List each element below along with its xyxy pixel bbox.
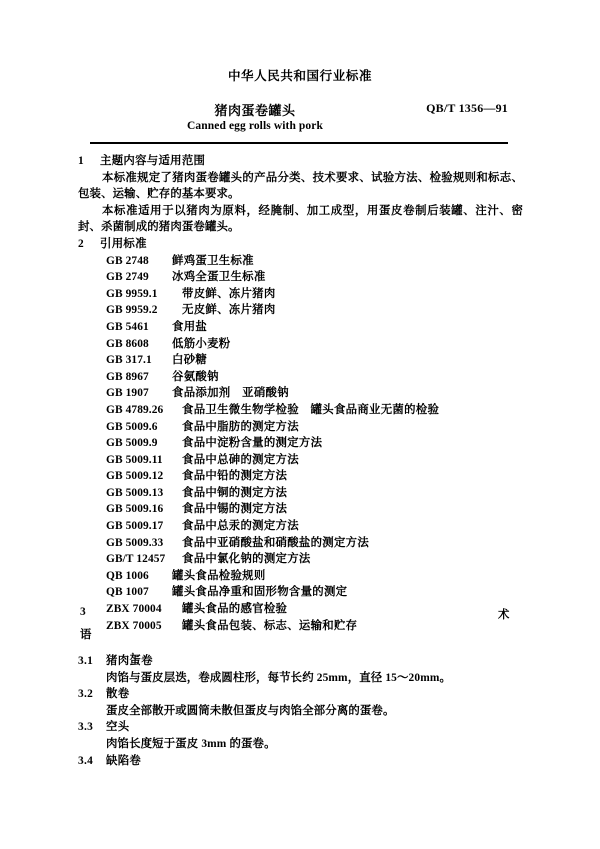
reference-code: GB 5009.17 bbox=[106, 520, 164, 533]
reference-name: 食品中铜的测定方法 bbox=[182, 486, 288, 499]
reference-name: 白砂糖 bbox=[172, 354, 208, 367]
reference-name: 罐头食品检验规则 bbox=[172, 569, 266, 582]
section-3-title-fragment-second: 语 bbox=[80, 629, 92, 641]
list-item bbox=[78, 402, 523, 419]
reference-name: 带皮鲜、冻片猪肉 bbox=[182, 287, 276, 300]
list-item bbox=[78, 352, 523, 369]
list-item bbox=[78, 485, 523, 502]
terms-section bbox=[78, 653, 523, 769]
reference-code: GB 5009.6 bbox=[106, 420, 158, 433]
list-item bbox=[78, 319, 523, 336]
term-3-3-number: 3.3 bbox=[78, 721, 94, 734]
reference-name: 无皮鲜、冻片猪肉 bbox=[182, 304, 276, 317]
reference-code: QB 1006 bbox=[106, 569, 149, 582]
reference-name: 食品中淀粉含量的测定方法 bbox=[182, 437, 323, 450]
referenced-standards-list bbox=[78, 253, 523, 635]
reference-name: 食品卫生微生物学检验 罐头食品商业无菌的检验 bbox=[182, 403, 440, 416]
list-item bbox=[78, 435, 523, 452]
section-2-title: 引用标准 bbox=[100, 237, 147, 250]
reference-code: GB 5461 bbox=[106, 320, 149, 333]
reference-name: 冰鸡全蛋卫生标准 bbox=[172, 271, 266, 284]
list-item bbox=[78, 551, 523, 568]
section-1-heading bbox=[78, 153, 523, 170]
list-item bbox=[78, 269, 523, 286]
reference-code: QB 1007 bbox=[106, 586, 149, 599]
section-3-title-fragment-right: 术 bbox=[498, 609, 510, 621]
section-3-heading-fragmented bbox=[0, 604, 600, 657]
list-item bbox=[78, 452, 523, 469]
reference-code: GB 5009.12 bbox=[106, 470, 164, 483]
list-item bbox=[78, 385, 523, 402]
reference-code: GB 5009.33 bbox=[106, 536, 164, 549]
reference-name: 食品中亚硝酸盐和硝酸盐的测定方法 bbox=[182, 536, 370, 549]
list-item bbox=[78, 302, 523, 319]
list-item bbox=[78, 369, 523, 386]
document-body bbox=[78, 153, 523, 634]
list-item bbox=[78, 253, 523, 270]
list-item bbox=[78, 419, 523, 436]
reference-code: GB 9959.2 bbox=[106, 304, 158, 317]
reference-name: 食品中锡的测定方法 bbox=[182, 503, 288, 516]
reference-name: 罐头食品净重和固形物含量的测定 bbox=[172, 586, 348, 599]
header-divider bbox=[90, 142, 508, 144]
page-subtitle: Canned egg rolls with pork bbox=[187, 120, 323, 132]
term-3-2-label: 散卷 bbox=[106, 688, 130, 701]
standard-code: QB/T 1356—91 bbox=[426, 101, 508, 115]
reference-code: GB 1907 bbox=[106, 387, 149, 400]
term-3-2-heading bbox=[78, 686, 523, 703]
reference-code: GB/T 12457 bbox=[106, 553, 166, 566]
reference-code: GB 8608 bbox=[106, 337, 149, 350]
reference-code: GB 5009.13 bbox=[106, 486, 164, 499]
reference-name: 食品中铅的测定方法 bbox=[182, 470, 288, 483]
term-3-2-number: 3.2 bbox=[78, 688, 94, 701]
reference-code: GB 9959.1 bbox=[106, 287, 158, 300]
reference-name: 食品中总汞的测定方法 bbox=[182, 520, 299, 533]
term-3-1-number: 3.1 bbox=[78, 655, 94, 667]
stray-punctuation-mark: ， bbox=[131, 645, 143, 657]
page-title: 猪肉蛋卷罐头 bbox=[214, 103, 296, 118]
term-3-3-definition: 肉馅长度短于蛋皮 3mm 的蛋卷。 bbox=[106, 737, 276, 750]
reference-name: 食品添加剂 亚硝酸钠 bbox=[172, 387, 289, 400]
term-3-1-definition: 肉馅与蛋皮层迭，卷成圆柱形，每节长约 25mm，直径 15～20mm。 bbox=[106, 671, 452, 684]
reference-name: 谷氨酸钠 bbox=[172, 370, 219, 383]
reference-name: 鲜鸡蛋卫生标准 bbox=[172, 254, 254, 267]
list-item bbox=[78, 468, 523, 485]
list-item bbox=[78, 518, 523, 535]
section-1-paragraph-2: 本标准适用于以猪肉为原料，经腌制、加工成型，用蛋皮卷制后装罐、注汁、密封、杀菌制成的猪肉蛋卷罐头。 bbox=[78, 204, 523, 234]
reference-name: 食品中氯化钠的测定方法 bbox=[182, 553, 311, 566]
issuer-line: 中华人民共和国行业标准 bbox=[227, 69, 373, 83]
reference-code: ZBX 70004 bbox=[106, 603, 162, 616]
reference-name: 食用盐 bbox=[172, 320, 208, 333]
term-3-1-label: 猪肉蛋卷 bbox=[106, 655, 153, 667]
term-3-3-label: 空头 bbox=[106, 721, 130, 734]
section-3-number: 3 bbox=[80, 606, 86, 618]
term-3-2-definition: 蛋皮全部散开或圆筒未散但蛋皮与肉馅全部分离的蛋卷。 bbox=[106, 704, 395, 717]
reference-code: GB 5009.16 bbox=[106, 503, 164, 516]
reference-code: GB 2748 bbox=[106, 254, 149, 267]
list-item bbox=[78, 286, 523, 303]
section-2-heading bbox=[78, 236, 523, 253]
list-item bbox=[78, 568, 523, 585]
reference-code: GB 4789.26 bbox=[106, 403, 164, 416]
section-1-number: 1 bbox=[78, 155, 84, 167]
term-3-4-number: 3.4 bbox=[78, 754, 94, 767]
reference-name: 低筋小麦粉 bbox=[172, 337, 231, 350]
term-3-4-heading bbox=[78, 753, 523, 770]
list-item bbox=[78, 535, 523, 552]
reference-code: GB 5009.9 bbox=[106, 437, 158, 450]
reference-code: GB 2749 bbox=[106, 271, 149, 284]
section-1-paragraph-1: 本标准规定了猪肉蛋卷罐头的产品分类、技术要求、试验方法、检验规则和标志、包装、运输、贮存的基本要求。 bbox=[78, 171, 523, 201]
term-3-1-heading bbox=[78, 653, 523, 670]
term-3-3-heading bbox=[78, 719, 523, 736]
list-item bbox=[78, 501, 523, 518]
reference-name: 食品中脂肪的测定方法 bbox=[182, 420, 299, 433]
reference-name: 食品中总砷的测定方法 bbox=[182, 453, 299, 466]
reference-code: GB 317.1 bbox=[106, 354, 152, 367]
list-item bbox=[78, 584, 523, 601]
title-row bbox=[90, 100, 508, 118]
reference-name: 罐头食品包装、标志、运输和贮存 bbox=[182, 619, 358, 632]
section-1-title: 主题内容与适用范围 bbox=[100, 155, 206, 167]
reference-code: ZBX 70005 bbox=[106, 619, 162, 632]
list-item bbox=[78, 336, 523, 353]
reference-name: 罐头食品的感官检验 bbox=[182, 603, 288, 616]
section-2-number: 2 bbox=[78, 237, 84, 250]
term-3-4-label: 缺陷卷 bbox=[106, 754, 142, 767]
reference-code: GB 8967 bbox=[106, 370, 149, 383]
reference-code: GB 5009.11 bbox=[106, 453, 163, 466]
